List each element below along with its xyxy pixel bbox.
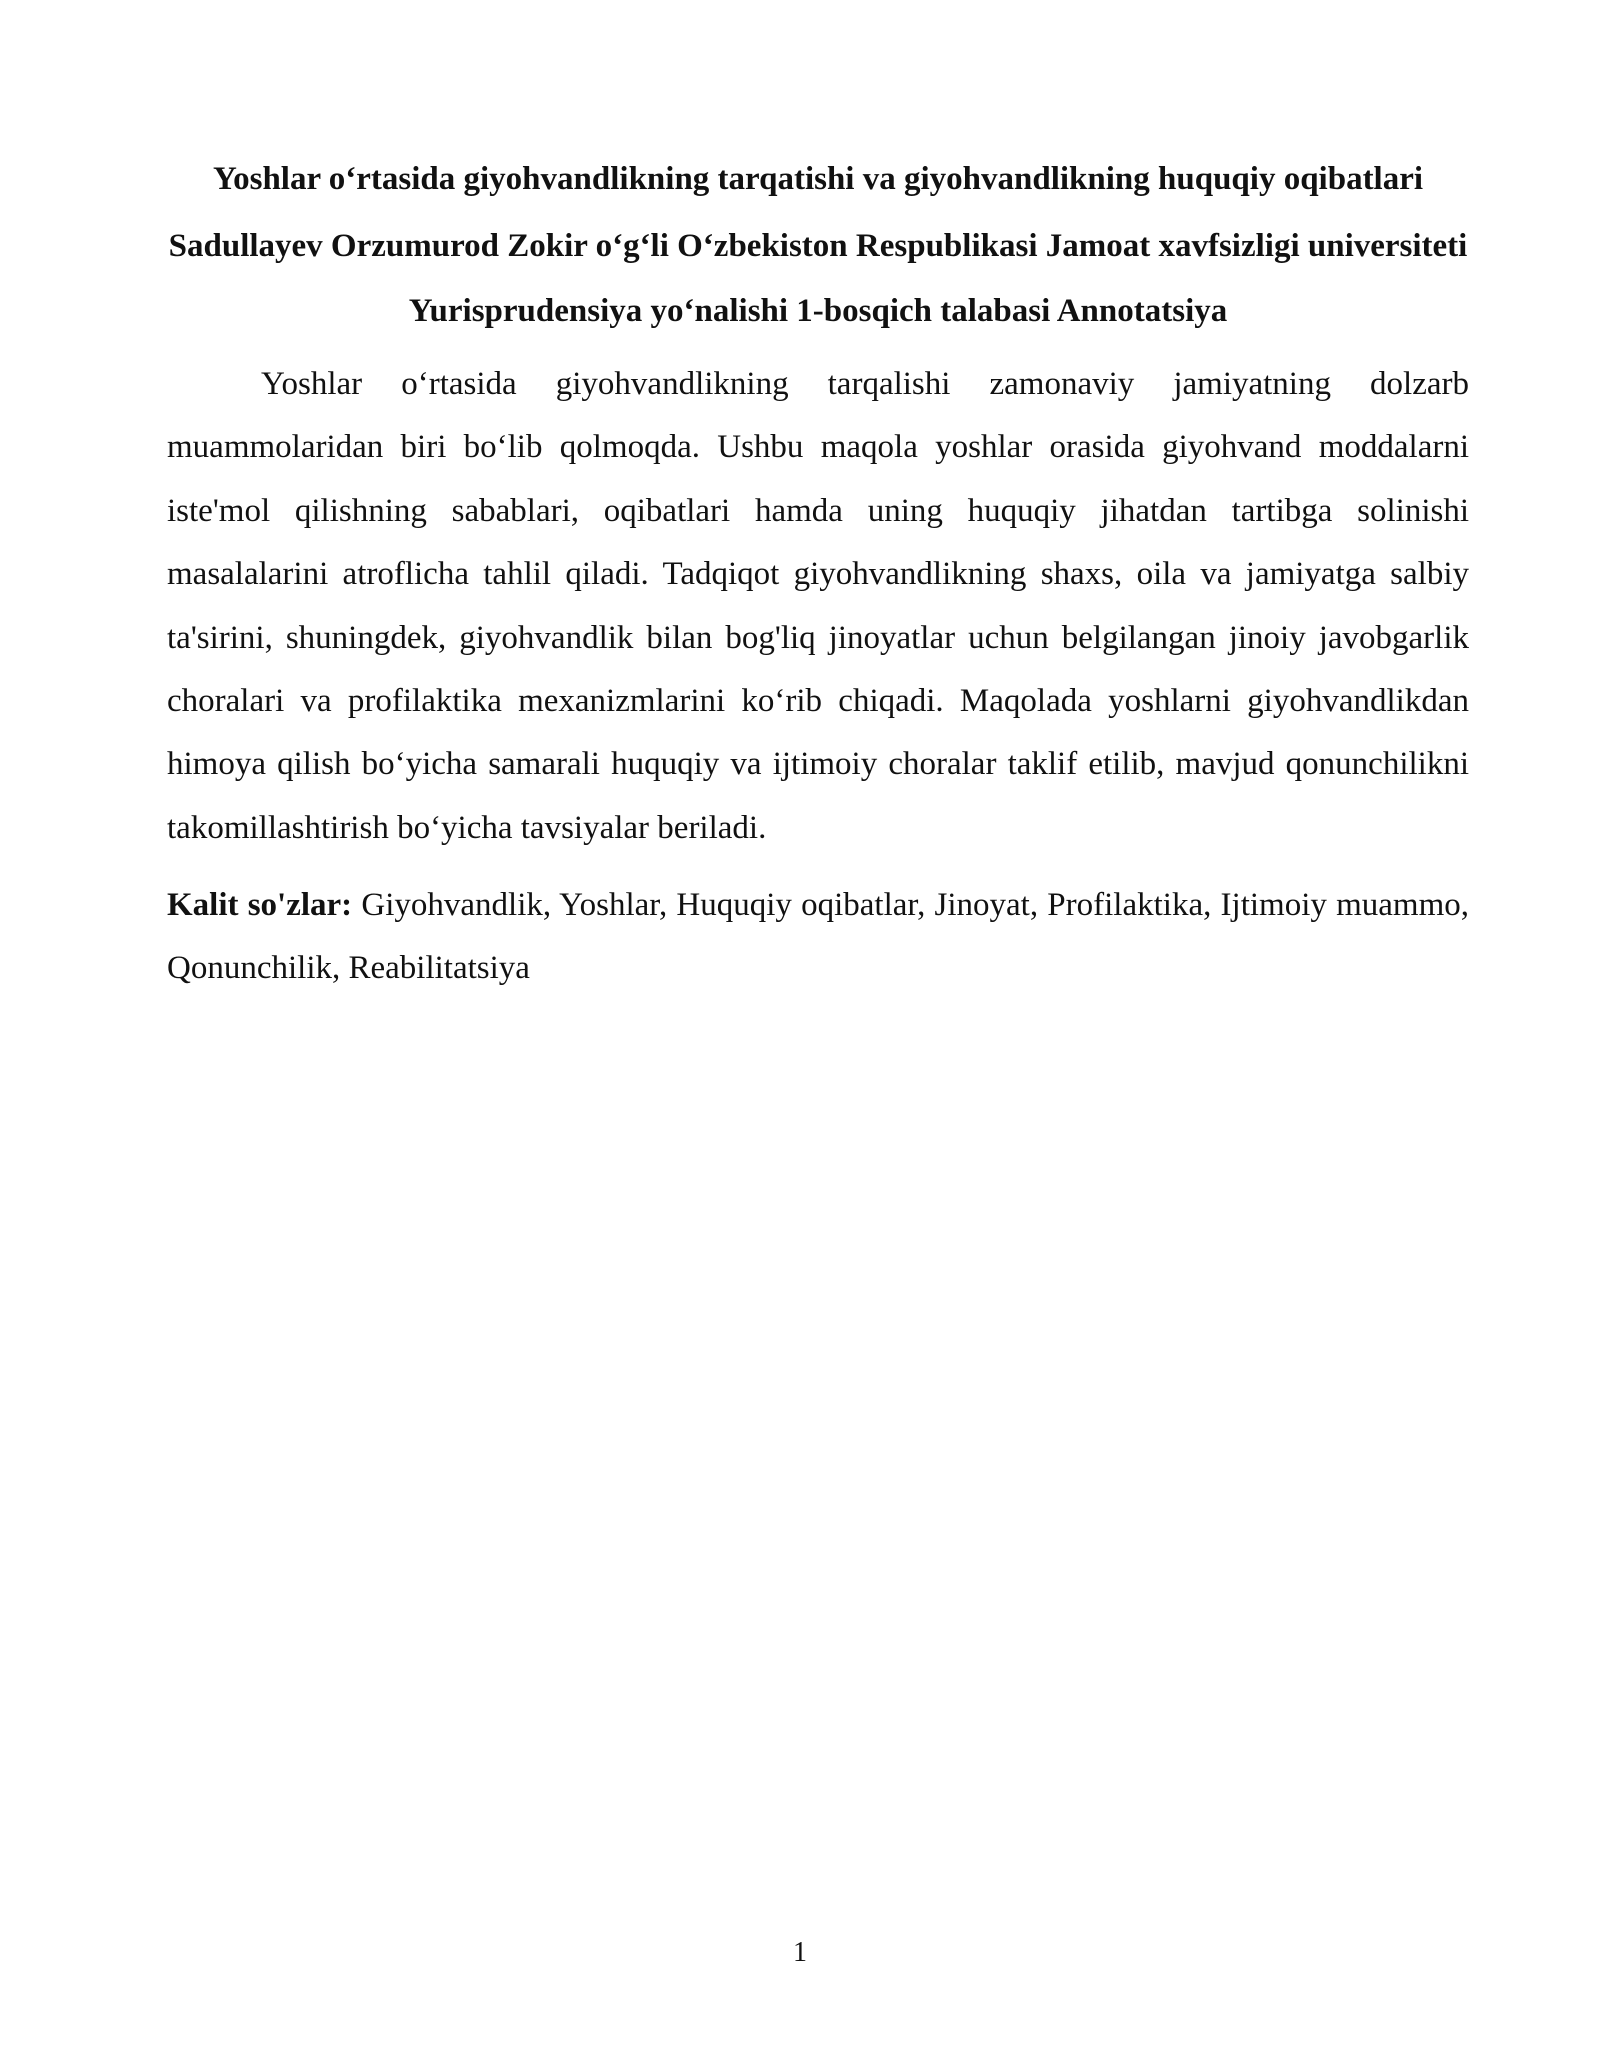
document-title: Yoshlar o‘rtasida giyohvandlikning tarqatishi va giyohvandlikning huquqiy oqibatlari xyxy=(212,161,1424,197)
abstract-paragraph: Yoshlar o‘rtasida giyohvandlikning tarqalishi zamonaviy jamiyatning dolzarb muammolaridan biri bo‘lib qolmoqda. Ushbu maqola yoshlar orasida giyohvand moddalarni iste'mol qilishning sabablari, oqibatlari hamda uning huquqiy jihatdan tartibga solinishi masalalarini atroflicha tahlil qiladi. Tadqiqot giyohvandlikning shaxs, oila va jamiyatga salbiy ta'sirini, shuningdek, giyohvandlik bilan bog'liq jinoyatlar uchun belgilangan jinoiy javobgarlik choralari va profilaktika mexanizmlarini ko‘rib chiqadi. Maqolada yoshlarni giyohvandlikdan himoya qilish bo‘yicha samarali huquqiy va ijtimoiy choralar taklif etilib, mavjud qonunchilikni takomillashtirish bo‘yicha tavsiyalar beriladi. xyxy=(167,366,1469,846)
keywords-text: Giyohvandlik, Yoshlar, Huquqiy oqibatlar, Jinoyat, Profilaktika, Ijtimoiy muammo, Qonunchilik, Reabilitatsiya xyxy=(167,887,1469,987)
page-content xyxy=(167,152,1469,1001)
keywords-label: Kalit so'zlar: xyxy=(167,887,353,923)
author-line: Sadullayev Orzumurod Zokir o‘g‘li O‘zbekiston Respublikasi Jamoat xavfsizligi universiteti Yurisprudensiya yo‘nalishi 1-bosqich talabasi Annotatsiya xyxy=(168,228,1468,329)
page-number: 1 xyxy=(793,1937,807,1968)
keywords-paragraph xyxy=(167,874,1469,1001)
